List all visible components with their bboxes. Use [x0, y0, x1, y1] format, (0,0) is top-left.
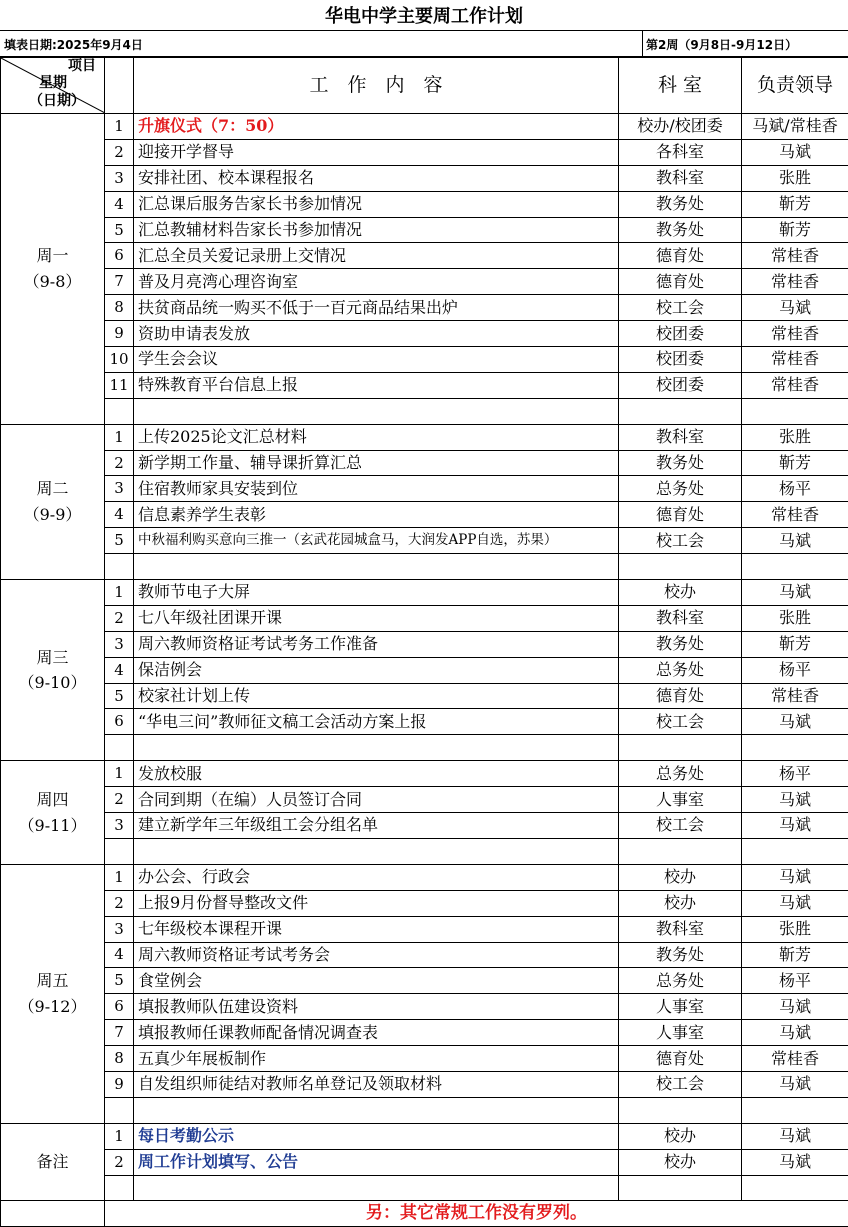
week-info: 第2周（9月8日-9月12日） [646, 36, 797, 53]
row-leader [742, 398, 848, 424]
table-row [1, 217, 848, 243]
row-leader: 靳芳 [742, 450, 848, 476]
row-dept: 总务处 [619, 968, 742, 994]
row-number: 3 [105, 916, 134, 942]
row-leader: 杨平 [742, 657, 848, 683]
row-dept: 教务处 [619, 450, 742, 476]
table-row [1, 683, 848, 709]
row-leader: 常桂香 [742, 372, 848, 398]
row-leader: 常桂香 [742, 1046, 848, 1072]
table-row [1, 787, 848, 813]
day-cell [1, 580, 105, 761]
row-leader: 马斌 [742, 528, 848, 554]
table-row [1, 942, 848, 968]
row-leader: 马斌 [742, 139, 848, 165]
row-dept: 校工会 [619, 1071, 742, 1097]
table-row [1, 476, 848, 502]
row-dept: 各科室 [619, 139, 742, 165]
row-number: 5 [105, 217, 134, 243]
row-dept [619, 1175, 742, 1201]
row-content: 普及月亮湾心理咨询室 [134, 269, 619, 295]
row-content: 资助申请表发放 [134, 321, 619, 347]
row-content: 合同到期（在编）人员签订合同 [134, 787, 619, 813]
row-content: 周六教师资格证考试考务会 [134, 942, 619, 968]
row-number: 3 [105, 813, 134, 839]
table-row [1, 916, 848, 942]
row-leader: 马斌 [742, 1071, 848, 1097]
row-content: 校家社计划上传 [134, 683, 619, 709]
table-row [1, 398, 848, 424]
row-leader: 马斌 [742, 994, 848, 1020]
row-dept: 校团委 [619, 347, 742, 373]
row-number: 2 [105, 450, 134, 476]
row-number: 6 [105, 994, 134, 1020]
row-dept [619, 398, 742, 424]
row-number: 1 [105, 1123, 134, 1149]
table-row [1, 1046, 848, 1072]
corner-item-label: 项目 [68, 59, 96, 73]
row-leader: 马斌 [742, 709, 848, 735]
row-number: 2 [105, 890, 134, 916]
row-number: 5 [105, 528, 134, 554]
table-row [1, 450, 848, 476]
row-content: 五真少年展板制作 [134, 1046, 619, 1072]
info-divider [642, 31, 643, 57]
day-date: （9-11） [1, 813, 104, 839]
table-row [1, 580, 848, 606]
row-content: 周六教师资格证考试考务工作准备 [134, 631, 619, 657]
row-dept: 人事室 [619, 1020, 742, 1046]
row-number: 6 [105, 709, 134, 735]
row-content: 上传2025论文汇总材料 [134, 424, 619, 450]
day-date: （9-12） [1, 994, 104, 1020]
day-cell [1, 761, 105, 865]
row-content: 住宿教师家具安装到位 [134, 476, 619, 502]
row-dept: 教科室 [619, 916, 742, 942]
row-content: 食堂例会 [134, 968, 619, 994]
row-dept: 总务处 [619, 761, 742, 787]
table-row [1, 243, 848, 269]
fill-date: 填表日期:2025年9月4日 [4, 36, 143, 53]
table-row [1, 813, 848, 839]
row-leader [742, 838, 848, 864]
table-row [1, 1020, 848, 1046]
row-dept: 校工会 [619, 709, 742, 735]
row-content [134, 1097, 619, 1123]
row-leader: 马斌 [742, 1149, 848, 1175]
row-number: 11 [105, 372, 134, 398]
row-dept: 总务处 [619, 476, 742, 502]
row-number [105, 398, 134, 424]
row-leader [742, 1175, 848, 1201]
row-number [105, 1097, 134, 1123]
row-dept: 校工会 [619, 813, 742, 839]
row-leader: 马斌 [742, 890, 848, 916]
table-row [1, 424, 848, 450]
row-leader: 杨平 [742, 476, 848, 502]
row-number [105, 554, 134, 580]
row-number: 4 [105, 657, 134, 683]
row-content [134, 838, 619, 864]
row-content [134, 398, 619, 424]
row-dept: 校办 [619, 580, 742, 606]
row-number: 3 [105, 165, 134, 191]
table-row [1, 1123, 848, 1149]
row-dept: 德育处 [619, 502, 742, 528]
row-content: 填报教师队伍建设资料 [134, 994, 619, 1020]
row-content: 填报教师任课教师配备情况调查表 [134, 1020, 619, 1046]
table-row [1, 372, 848, 398]
row-content: 周工作计划填写、公告 [134, 1149, 619, 1175]
row-dept: 校办 [619, 864, 742, 890]
row-dept: 总务处 [619, 657, 742, 683]
row-number: 1 [105, 864, 134, 890]
row-dept: 校工会 [619, 528, 742, 554]
row-dept: 校办/校团委 [619, 114, 742, 140]
row-content: 特殊教育平台信息上报 [134, 372, 619, 398]
row-content: 新学期工作量、辅导课折算汇总 [134, 450, 619, 476]
day-date: （9-8） [1, 269, 104, 295]
footer-empty-cell [1, 1201, 105, 1227]
row-content: 七年级校本课程开课 [134, 916, 619, 942]
row-leader: 常桂香 [742, 347, 848, 373]
row-number: 2 [105, 1149, 134, 1175]
table-row [1, 321, 848, 347]
row-leader [742, 735, 848, 761]
row-content: 自发组织师徒结对教师名单登记及领取材料 [134, 1071, 619, 1097]
table-row [1, 657, 848, 683]
row-dept: 德育处 [619, 243, 742, 269]
day-date: （9-9） [1, 502, 104, 528]
row-leader: 马斌/常桂香 [742, 114, 848, 140]
row-content [134, 735, 619, 761]
row-number: 1 [105, 580, 134, 606]
row-number: 1 [105, 761, 134, 787]
row-number: 9 [105, 321, 134, 347]
table-row [1, 605, 848, 631]
row-content: 每日考勤公示 [134, 1123, 619, 1149]
row-leader [742, 554, 848, 580]
row-leader: 张胜 [742, 165, 848, 191]
day-label: 周一 [1, 243, 104, 269]
table-row [1, 347, 848, 373]
row-number [105, 735, 134, 761]
row-content: 汇总课后服务告家长书参加情况 [134, 191, 619, 217]
table-row [1, 838, 848, 864]
header-row [1, 58, 848, 114]
header-dept: 科 室 [619, 58, 742, 114]
row-leader: 马斌 [742, 295, 848, 321]
table-row [1, 528, 848, 554]
row-leader: 靳芳 [742, 217, 848, 243]
row-dept: 德育处 [619, 1046, 742, 1072]
table-row [1, 864, 848, 890]
table-row [1, 139, 848, 165]
row-dept: 德育处 [619, 269, 742, 295]
row-content [134, 554, 619, 580]
row-content: 保洁例会 [134, 657, 619, 683]
row-leader: 常桂香 [742, 269, 848, 295]
row-content: 发放校服 [134, 761, 619, 787]
header-leader: 负责领导 [742, 58, 848, 114]
row-number: 8 [105, 1046, 134, 1072]
row-number: 3 [105, 476, 134, 502]
row-dept: 教科室 [619, 605, 742, 631]
row-dept: 教务处 [619, 191, 742, 217]
corner-cell [1, 58, 105, 114]
header-content: 工 作 内 容 [134, 58, 619, 114]
work-plan-table [0, 57, 848, 1227]
table-row [1, 295, 848, 321]
day-label: 备注 [1, 1149, 104, 1175]
row-number: 4 [105, 942, 134, 968]
row-number: 1 [105, 114, 134, 140]
row-number: 7 [105, 269, 134, 295]
day-label: 周五 [1, 968, 104, 994]
row-content: 中秋福利购买意向三推一（玄武花园城盒马，大润发APP自选，苏果） [134, 528, 619, 554]
row-dept: 人事室 [619, 787, 742, 813]
table-row [1, 114, 848, 140]
row-number: 3 [105, 631, 134, 657]
table-row [1, 502, 848, 528]
corner-weekday-label: 星期 [39, 76, 67, 90]
day-date: （9-10） [1, 670, 104, 696]
table-row [1, 709, 848, 735]
corner-date-label: （日期） [29, 94, 85, 108]
row-leader: 靳芳 [742, 191, 848, 217]
table-row [1, 165, 848, 191]
row-number: 9 [105, 1071, 134, 1097]
row-number [105, 838, 134, 864]
row-leader: 常桂香 [742, 321, 848, 347]
row-dept: 校办 [619, 890, 742, 916]
row-content: 七八年级社团课开课 [134, 605, 619, 631]
row-number: 2 [105, 787, 134, 813]
row-content: 汇总教辅材料告家长书参加情况 [134, 217, 619, 243]
row-dept: 德育处 [619, 683, 742, 709]
table-row [1, 735, 848, 761]
row-leader: 靳芳 [742, 942, 848, 968]
row-dept: 教科室 [619, 165, 742, 191]
row-leader: 马斌 [742, 580, 848, 606]
row-content: 扶贫商品统一购买不低于一百元商品结果出炉 [134, 295, 619, 321]
row-dept [619, 735, 742, 761]
row-dept: 校办 [619, 1123, 742, 1149]
table-row [1, 269, 848, 295]
row-number: 2 [105, 605, 134, 631]
row-number: 7 [105, 1020, 134, 1046]
row-dept [619, 838, 742, 864]
day-label: 周三 [1, 645, 104, 671]
row-leader: 常桂香 [742, 502, 848, 528]
table-row [1, 1175, 848, 1201]
row-number [105, 1175, 134, 1201]
table-row [1, 994, 848, 1020]
row-number: 10 [105, 347, 134, 373]
row-content: “华电三问”教师征文稿工会活动方案上报 [134, 709, 619, 735]
row-content: 汇总全员关爱记录册上交情况 [134, 243, 619, 269]
row-number: 5 [105, 968, 134, 994]
day-cell [1, 114, 105, 425]
row-content: 信息素养学生表彰 [134, 502, 619, 528]
header-num-cell [105, 58, 134, 114]
table-row [1, 554, 848, 580]
row-content: 办公会、行政会 [134, 864, 619, 890]
table-row [1, 1071, 848, 1097]
row-leader: 靳芳 [742, 631, 848, 657]
row-number: 1 [105, 424, 134, 450]
row-dept: 校工会 [619, 295, 742, 321]
row-leader: 张胜 [742, 424, 848, 450]
table-row [1, 191, 848, 217]
row-leader: 马斌 [742, 813, 848, 839]
row-dept: 人事室 [619, 994, 742, 1020]
row-number: 4 [105, 502, 134, 528]
footer-row [1, 1201, 848, 1227]
row-dept: 校团委 [619, 321, 742, 347]
table-row [1, 968, 848, 994]
row-dept: 教务处 [619, 631, 742, 657]
row-number: 2 [105, 139, 134, 165]
row-leader: 杨平 [742, 761, 848, 787]
row-content: 上报9月份督导整改文件 [134, 890, 619, 916]
day-cell [1, 424, 105, 579]
row-dept [619, 1097, 742, 1123]
row-leader: 马斌 [742, 787, 848, 813]
row-content: 迎接开学督导 [134, 139, 619, 165]
footer-note: 另：其它常规工作没有罗列。 [105, 1201, 848, 1227]
row-leader: 张胜 [742, 605, 848, 631]
row-leader: 常桂香 [742, 683, 848, 709]
table-row [1, 1097, 848, 1123]
row-dept: 教科室 [619, 424, 742, 450]
table-row [1, 890, 848, 916]
row-number: 8 [105, 295, 134, 321]
row-leader: 马斌 [742, 864, 848, 890]
row-leader: 张胜 [742, 916, 848, 942]
row-content: 安排社团、校本课程报名 [134, 165, 619, 191]
row-content [134, 1175, 619, 1201]
row-dept [619, 554, 742, 580]
info-bar [0, 31, 848, 57]
row-content: 建立新学年三年级组工会分组名单 [134, 813, 619, 839]
row-leader: 马斌 [742, 1020, 848, 1046]
row-dept: 校团委 [619, 372, 742, 398]
row-content: 升旗仪式（7：50） [134, 114, 619, 140]
row-dept: 教务处 [619, 942, 742, 968]
row-dept: 教务处 [619, 217, 742, 243]
row-leader [742, 1097, 848, 1123]
day-cell [1, 864, 105, 1123]
row-leader: 常桂香 [742, 243, 848, 269]
day-cell [1, 1123, 105, 1201]
row-number: 6 [105, 243, 134, 269]
row-content: 学生会会议 [134, 347, 619, 373]
day-label: 周二 [1, 476, 104, 502]
row-number: 4 [105, 191, 134, 217]
row-dept: 校办 [619, 1149, 742, 1175]
table-row [1, 761, 848, 787]
page-title: 华电中学主要周工作计划 [0, 0, 848, 31]
table-row [1, 1149, 848, 1175]
row-content: 教师节电子大屏 [134, 580, 619, 606]
table-row [1, 631, 848, 657]
row-leader: 马斌 [742, 1123, 848, 1149]
row-leader: 杨平 [742, 968, 848, 994]
row-number: 5 [105, 683, 134, 709]
day-label: 周四 [1, 787, 104, 813]
